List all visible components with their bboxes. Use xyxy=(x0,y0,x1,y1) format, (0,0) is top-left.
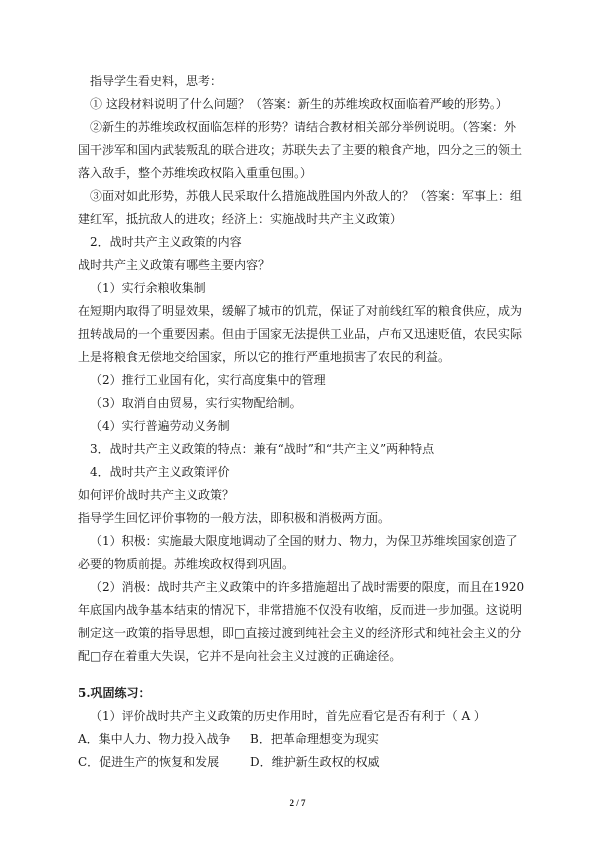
question-3: ③面对如此形势，苏俄人民采取什么措施战胜国内外敌人的？（答案：军事上：组建红军，抵抗敌人的进攻；经济上：实施战时共产主义政策） xyxy=(78,189,523,226)
section-question-4: 如何评价战时共产主义政策？ xyxy=(78,488,235,502)
page-number: 2 / 7 xyxy=(289,798,306,808)
negative-evaluation: （2）消极：战时共产主义政策中的许多措施超出了战时需要的限度，而且在1920年底国内战争基本结束的情况下，非常措施不仅没有收缩，反而进一步加强。这说明制定这一政策的指导思想，即□直接过渡到纯社会主义的经济形式和纯社会主义的分配□存在着重大失误，它并不是向社会主义过渡的正确途径。 xyxy=(78,580,525,663)
exercise-options-row xyxy=(78,728,526,751)
section-heading-4: 4．战时共产主义政策评价 xyxy=(90,465,230,479)
positive-evaluation: （1）积极：实施最大限度地调动了全国的财力、物力，为保卫苏维埃国家创造了必要的物质前提。苏维埃政权得到巩固。 xyxy=(78,534,518,571)
paragraph: 指导学生回忆评价事物的一般方法，即积极和消极两方面。 xyxy=(78,511,391,525)
list-item: （4）实行普遍劳动义务制 xyxy=(90,419,230,433)
exercise-question: （1）评价战时共产主义政策的历史作用时，首先应看它是否有利于（ A ） xyxy=(90,709,486,723)
list-item: （1）实行余粮收集制 xyxy=(90,281,206,295)
section-question-2: 战时共产主义政策有哪些主要内容？ xyxy=(78,258,271,272)
paragraph: 在短期内取得了明显效果，缓解了城市的饥荒，保证了对前线红军的粮食供应，成为扭转战局的一个重要因素。但由于国家无法提供工业品，卢布又迅速贬值，农民实际上是将粮食无偿地交给国家，所以它的推行严重地损害了农民的利益。 xyxy=(78,304,523,364)
paragraph: 指导学生看史料，思考： xyxy=(90,74,223,88)
exercise-options-row xyxy=(78,751,526,774)
option-b: B．把革命理想变为现实 xyxy=(250,732,379,746)
question-1: ① 这段材料说明了什么问题？（答案：新生的苏维埃政权面临着严峻的形势。） xyxy=(90,97,508,111)
section-heading-2: 2．战时共产主义政策的内容 xyxy=(90,235,242,249)
list-item: （2）推行工业国有化，实行高度集中的管理 xyxy=(90,373,326,387)
page-content xyxy=(78,70,526,774)
option-a: A．集中人力、物力投入战争 xyxy=(78,732,231,746)
section-heading-3: 3．战时共产主义政策的特点：兼有“战时”和“共产主义”两种特点 xyxy=(90,442,435,456)
option-c: C．促进生产的恢复和发展 xyxy=(78,755,220,769)
option-d: D．维护新生政权的权威 xyxy=(250,755,380,769)
question-2: ②新生的苏维埃政权面临怎样的形势？请结合教材相关部分举例说明。（答案：外国干涉军和国内武装叛乱的联合进攻；苏联失去了主要的粮食产地，四分之三的领土落入敌手，整个苏维埃政权陷入重重包围。） xyxy=(78,120,523,180)
spacer xyxy=(78,668,526,682)
section-heading-5: 5.巩固练习： xyxy=(78,686,151,700)
list-item: （3）取消自由贸易，实行实物配给制。 xyxy=(90,396,302,410)
